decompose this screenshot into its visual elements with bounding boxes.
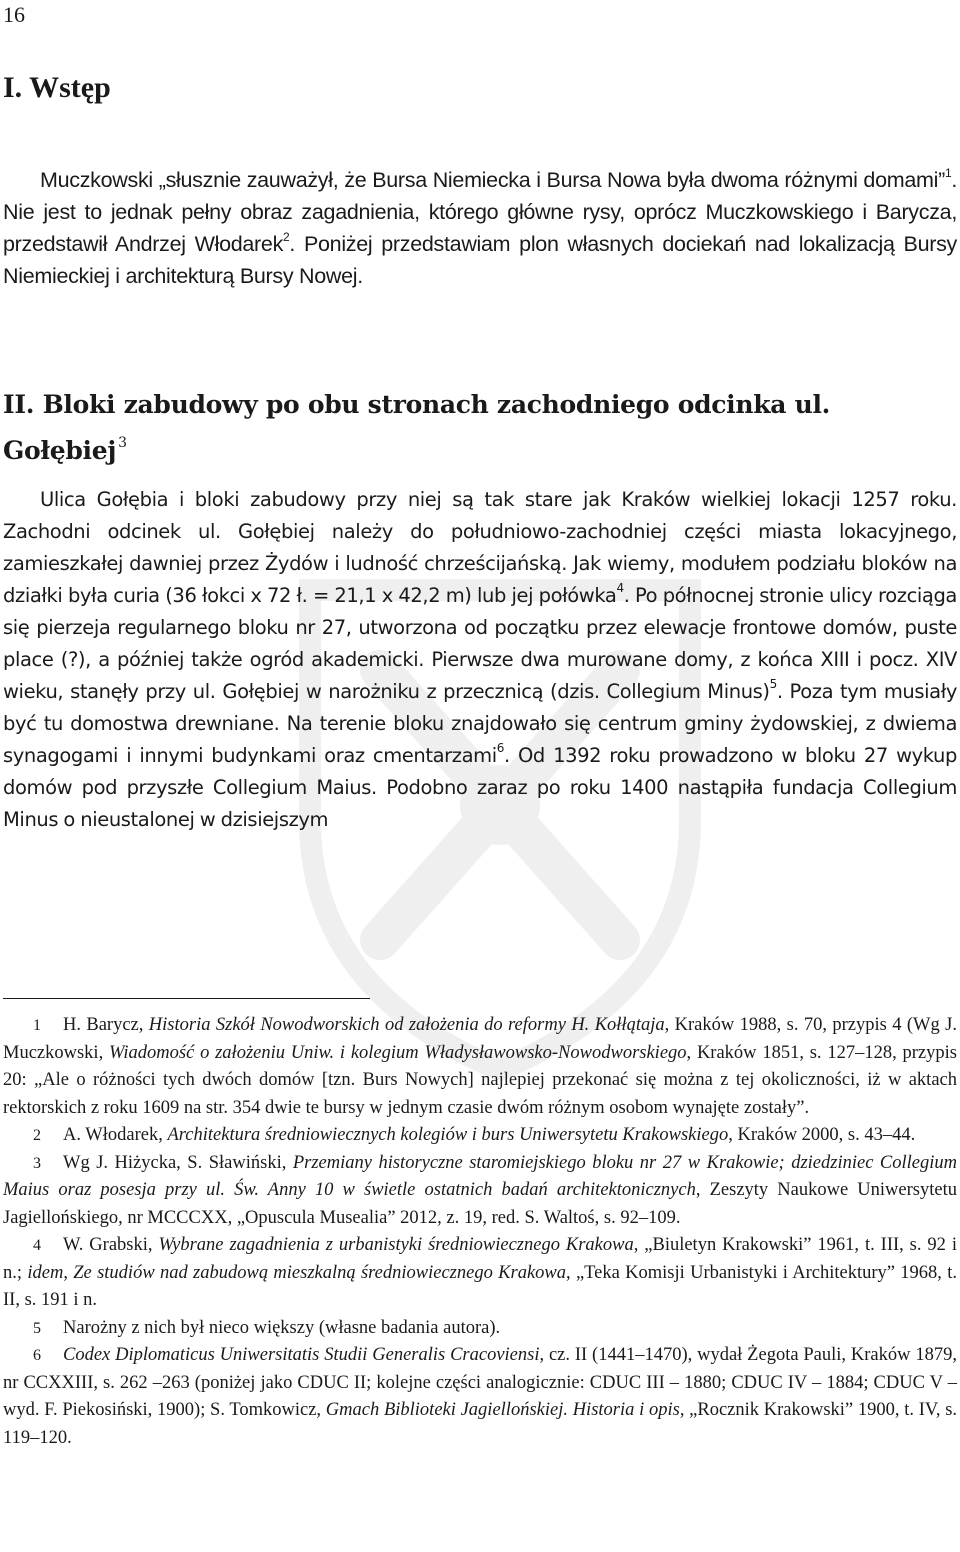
intro-paragraph <box>3 164 957 292</box>
footnote-text: , „Biuletyn Krakowski” 1961, t. III, s. 92 i n.; <box>3 1235 957 1283</box>
footnote-title: Architektura średniowiecznych kolegiów i burs Uniwersytetu Krakowskiego <box>167 1125 729 1145</box>
footnote-text: , <box>63 1262 74 1283</box>
body-text-part: . Poza tym musiały być tu domostwa drewniane. Na terenie bloku znajdowało się centrum gminy żydowskiej, z dwiema synagogami i innymi budynkami oraz cmentarzami <box>3 680 957 767</box>
footnotes <box>3 1012 957 1452</box>
footnote-mark: 5 <box>33 1319 41 1337</box>
body-text-part: . Po północnej stronie ulicy rozciąga się pierzeja regularnego bloku nr 27, utworzona od początku przez elewacje frontowe domów, puste place (?), a później także ogród akademicki. Pierwsze dwa murowane domy, z końca XIII i pocz. XIV wieku, stanęły przy ul. Gołębiej w narożniku z przecznicą (dzis. Collegium Minus) <box>3 584 957 703</box>
footnote-mark: 1 <box>33 1017 41 1034</box>
footnote-text: Narożny z nich był nieco większy (własne badania autora). <box>63 1317 501 1338</box>
footnote-1 <box>3 1012 957 1122</box>
footnote-2 <box>3 1122 957 1150</box>
footnote-mark: 2 <box>33 1127 41 1144</box>
footnote-mark: 6 <box>33 1347 41 1364</box>
footnote-ref-2[interactable]: 2 <box>283 230 290 244</box>
section-heading-introduction: I. Wstęp <box>3 71 111 104</box>
footnote-text: , „Rocznik Krakowski” 1900, t. IV, s. 119–120. <box>3 1400 958 1448</box>
footnote-ref-6[interactable]: 6 <box>496 741 505 755</box>
footnote-ref-3[interactable]: 3 <box>118 435 127 451</box>
intro-text-part: Muczkowski „słusznie zauważył, że Bursa Niemiecka i Bursa Nowa była dwoma różnymi domami” <box>40 168 945 192</box>
footnote-3 <box>3 1150 957 1233</box>
footnote-text: , Kraków 2000, s. 43–44. <box>728 1125 916 1145</box>
footnote-title: idem <box>27 1262 64 1283</box>
footnote-title: Przemiany historyczne staromiejskiego bloku nr 27 w Krakowie; dziedziniec Collegium Maius oraz posesja przy ul. Św. Anny 10 w świetle ostatnich badań architektonicznych <box>3 1152 958 1200</box>
footnote-text: A. Włodarek, <box>63 1125 168 1145</box>
body-text-part: Ulica Gołębia i bloki zabudowy przy niej są tak stare jak Kraków wielkiej lokacji 1257 roku. Zachodni odcinek ul. Gołębiej należy do południowo-zachodniej części miasta lokacyjnego, zamieszkałej dawniej przez Żydów i ludność chrześcijańską. Jak wiemy, modułem podziału bloków na działki była curia (36 łokci x 72 ł. = 21,1 x 42,2 m) lub jej połówka <box>3 488 957 607</box>
intro-text-part: . Nie jest to jednak pełny obraz zagadnienia, którego główne rysy, oprócz Muczkowskiego i Barycza, przedstawił Andrzej Włodarek <box>3 168 957 256</box>
footnote-ref-1[interactable]: 1 <box>944 166 952 180</box>
footnote-mark: 3 <box>33 1154 41 1172</box>
footnote-title: Ze studiów nad zabudową mieszkalną średniowiecznego Krakowa <box>73 1262 566 1283</box>
footnote-ref-4[interactable]: 4 <box>616 581 624 595</box>
footnote-title: Wiadomość o założeniu Uniw. i kolegium Władysławowsko-Nowodworskiego <box>108 1042 687 1063</box>
footnote-title: Wybrane zagadnienia z urbanistyki średniowiecznego Krakowa <box>158 1235 634 1255</box>
body-text-part: . Od 1392 roku prowadzono w bloku 27 wykup domów pod przyszłe Collegium Maius. Podobno zaraz po roku 1400 nastąpiła fundacja Collegium Minus o nieustalonej w dzisiejszym <box>3 744 957 831</box>
footnote-text: Wg J. Hiżycka, S. Sławiński, <box>63 1152 293 1173</box>
intro-text-part: . Poniżej przedstawiam plon własnych dociekań nad lokalizacją Bursy Niemieckiej i architekturą Bursy Nowej. <box>3 232 958 288</box>
footnote-text: , „Teka Komisji Urbanistyki i Architektury” 1968, t. II, s. 191 i n. <box>3 1262 957 1310</box>
footnote-text: W. Grabski, <box>63 1235 159 1255</box>
footnote-text: H. Barycz, <box>63 1015 149 1035</box>
footnote-4 <box>3 1232 957 1315</box>
section-heading-text: II. Bloki zabudowy po obu stronach zachodniego odcinka ul. Gołębiej <box>3 390 831 465</box>
page-number: 16 <box>3 2 25 27</box>
footnote-title: Historia Szkół Nowodworskich od założenia do reformy H. Kołłątaja <box>148 1015 665 1035</box>
footnote-mark: 4 <box>33 1237 41 1254</box>
body-paragraph <box>3 484 957 836</box>
footnote-text: , Kraków 1988, s. 70, przypis 4 (Wg J. Muczkowski, <box>3 1015 957 1063</box>
footnote-5 <box>3 1315 957 1343</box>
footnote-text: , cz. II (1441–1470), wydał Żegota Pauli, Kraków 1879, nr CCXXIII, s. 262 –263 (poniżej jako CDUC II; kolejne części analogicznie: CDUC III – 1880; CDUC IV – 1884; CDUC V – wyd. F. Piekosiński, 1900); S. Tomkowicz, <box>3 1345 957 1420</box>
footnote-text: , Kraków 1851, s. 127–128, przypis 20: „Ale o różności tych dwóch domów [tzn. Burs Nowych] najlepiej przekonać się można z tej okoliczności, iż w aktach rektorskich z roku 1609 na str. 354 dwie te bursy w jednym czasie dwóm różnym osobom wynajęte zostały”. <box>3 1042 957 1118</box>
footnote-title: Codex Diplomaticus Uniwersitatis Studii Generalis Cracoviensi <box>63 1345 540 1365</box>
footnote-ref-5[interactable]: 5 <box>769 677 777 691</box>
footnote-6 <box>3 1342 957 1452</box>
section-heading-blocks <box>3 386 960 470</box>
footnote-text: , Zeszyty Naukowe Uniwersytetu Jagiellońskiego, nr MCCCXX, „Opuscula Musealia” 2012, z. 19, red. S. Waltoś, s. 92–109. <box>3 1180 957 1228</box>
footnote-title: Gmach Biblioteki Jagiellońskiej. Historia i opis <box>325 1400 680 1420</box>
footnote-divider <box>3 998 370 999</box>
